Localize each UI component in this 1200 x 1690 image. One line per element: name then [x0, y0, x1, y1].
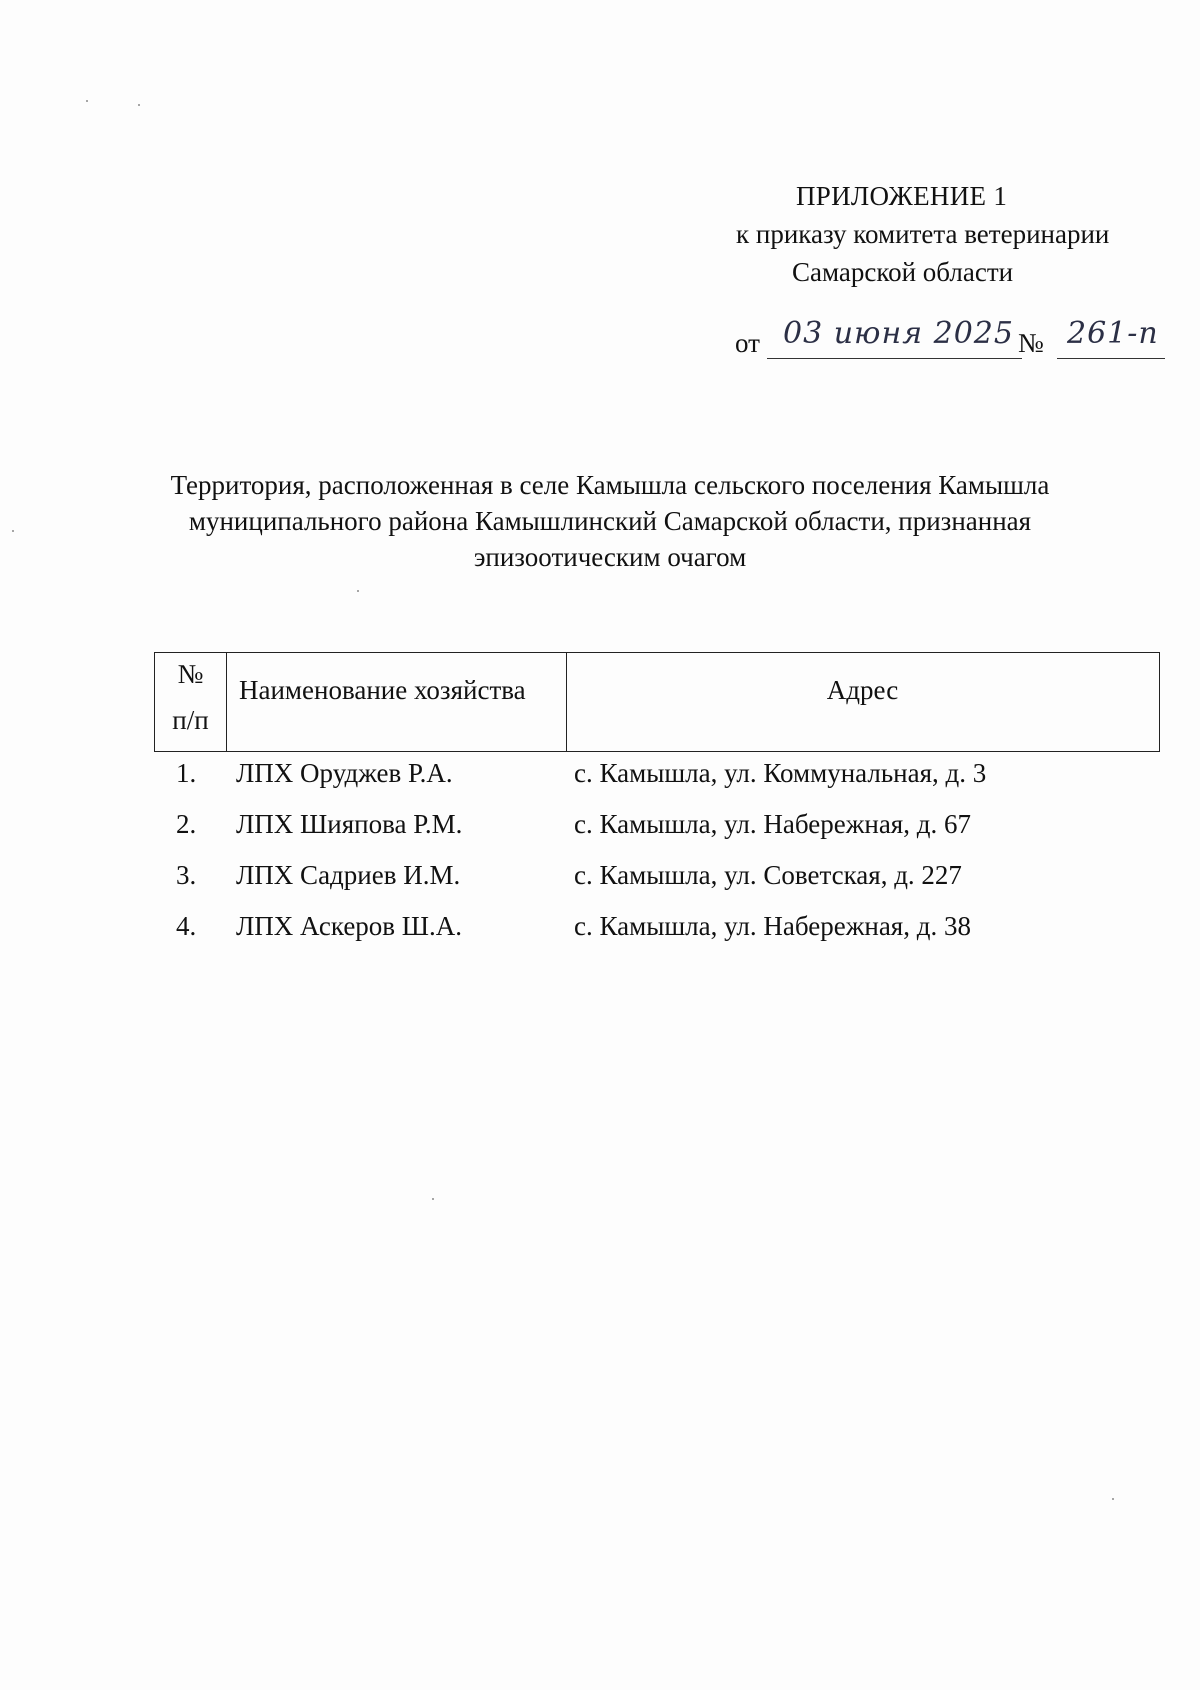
- header-number-sign: №: [177, 659, 204, 689]
- order-date-prefix: от: [735, 328, 760, 358]
- row-address: с. Камышла, ул. Коммунальная, д. 3: [574, 758, 987, 788]
- header-household-name: Наименование хозяйства: [227, 653, 567, 751]
- title-line-3: эпизоотическим очагом: [473, 542, 747, 572]
- document-title: [120, 467, 1100, 575]
- order-date-field: [767, 316, 1022, 359]
- order-number-handwritten: 261-п: [1067, 316, 1159, 351]
- appendix-reference: к приказу комитета ветеринарии: [736, 219, 1110, 249]
- scan-speck: [432, 1198, 434, 1200]
- row-address: с. Камышла, ул. Советская, д. 227: [574, 860, 962, 890]
- header-address: Адрес: [826, 675, 899, 705]
- title-line-2: муниципального района Камышлинский Самарской области, признанная: [188, 506, 1032, 536]
- table-row: [154, 803, 1160, 854]
- row-address: с. Камышла, ул. Набережная, д. 38: [574, 911, 971, 941]
- row-address: с. Камышла, ул. Набережная, д. 67: [574, 809, 971, 839]
- scan-speck: [138, 104, 140, 106]
- row-household-name: ЛПХ Садриев И.М.: [236, 860, 461, 890]
- scan-speck: [86, 100, 88, 102]
- order-date-handwritten: 03 июня 2025: [783, 316, 1014, 351]
- row-number: 2.: [176, 809, 197, 839]
- table-row: [154, 854, 1160, 905]
- scan-speck: [12, 530, 14, 532]
- row-household-name: ЛПХ Шияпова Р.М.: [236, 809, 463, 839]
- row-number: 3.: [176, 860, 197, 890]
- households-table: [154, 652, 1160, 956]
- table-header: [154, 652, 1160, 752]
- header-number-pp: п/п: [172, 705, 209, 735]
- table-row: [154, 905, 1160, 956]
- row-household-name: ЛПХ Оруджев Р.А.: [236, 758, 453, 788]
- order-reference: [735, 316, 1175, 364]
- header-number: [155, 653, 227, 751]
- scan-speck: [1112, 1498, 1114, 1500]
- row-number: 1.: [176, 758, 197, 788]
- title-line-1: Территория, расположенная в селе Камышла сельского поселения Камышла: [170, 470, 1050, 500]
- table-row: [154, 752, 1160, 803]
- order-number-field: [1057, 316, 1165, 359]
- row-household-name: ЛПХ Аскеров Ш.А.: [236, 911, 463, 941]
- row-number: 4.: [176, 911, 197, 941]
- order-number-sign: №: [1018, 328, 1044, 358]
- appendix-region: Самарской области: [792, 257, 1014, 287]
- appendix-title: ПРИЛОЖЕНИЕ 1: [796, 181, 1008, 211]
- scan-speck: [357, 590, 359, 592]
